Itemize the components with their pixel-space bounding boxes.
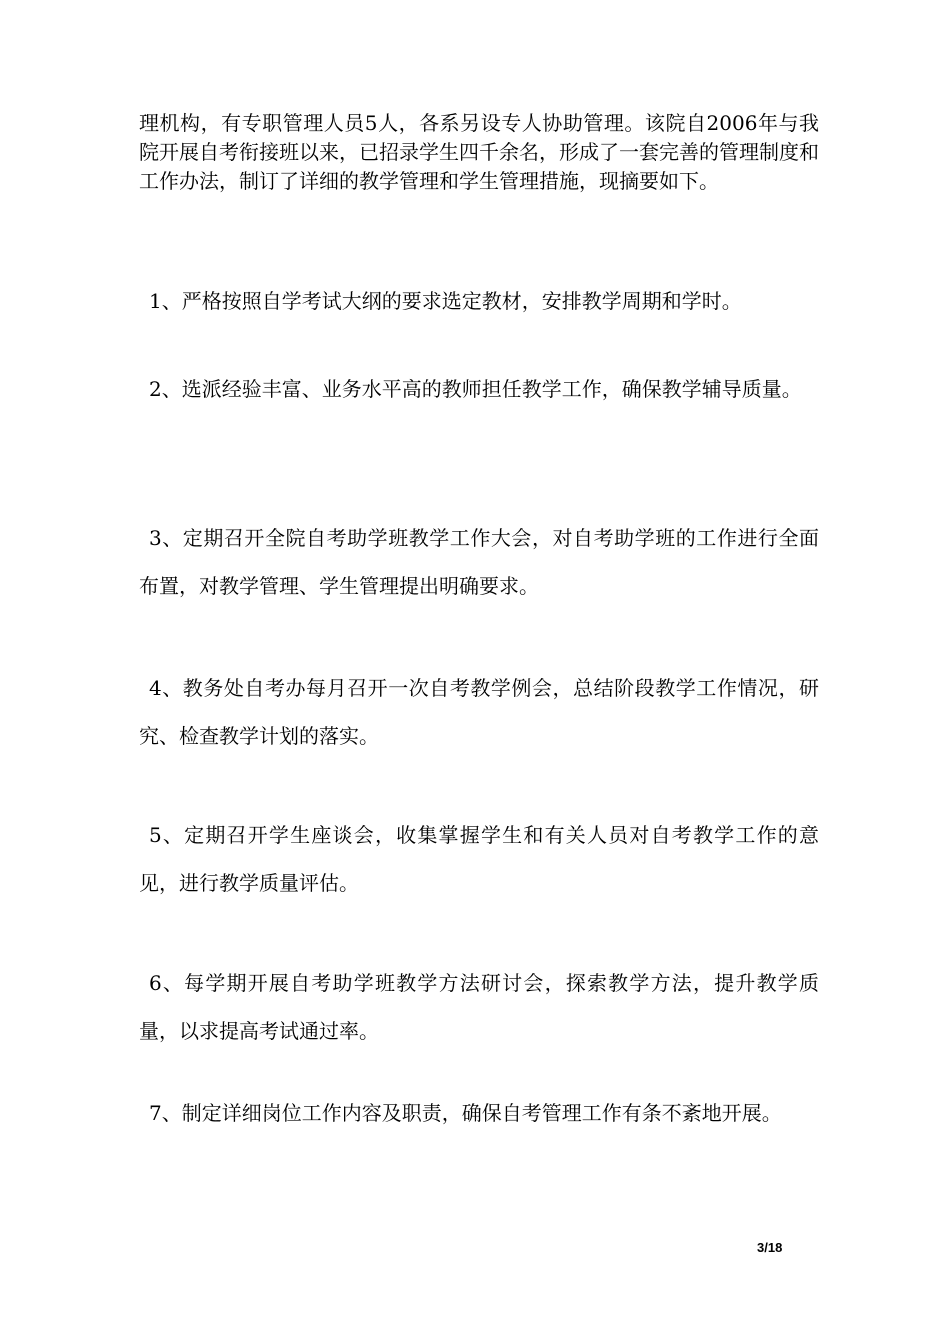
- intro-paragraph: 理机构，有专职管理人员5人，各系另设专人协助管理。该院自2006年与我院开展自考衔接班以来，已招录学生四千余名，形成了一套完善的管理制度和工作办法，制订了详细的教学管理和学生管理措施，现摘要如下。: [139, 111, 819, 193]
- list-item: 3、定期召开全院自考助学班教学工作大会，对自考助学班的工作进行全面布置，对教学管理、学生管理提出明确要求。: [139, 526, 819, 598]
- list-item: 2、选派经验丰富、业务水平高的教师担任教学工作，确保教学辅导质量。: [149, 377, 802, 401]
- list-item: 4、教务处自考办每月召开一次自考教学例会，总结阶段教学工作情况，研究、检查教学计划的落实。: [139, 676, 819, 748]
- list-item: 7、制定详细岗位工作内容及职责，确保自考管理工作有条不紊地开展。: [149, 1101, 782, 1125]
- page-number: 3/18: [757, 1240, 783, 1255]
- list-item: 6、每学期开展自考助学班教学方法研讨会，探索教学方法，提升教学质量，以求提高考试通过率。: [139, 971, 819, 1043]
- list-item: 1、严格按照自学考试大纲的要求选定教材，安排教学周期和学时。: [149, 289, 742, 313]
- list-item: 5、定期召开学生座谈会，收集掌握学生和有关人员对自考教学工作的意见，进行教学质量评估。: [139, 823, 819, 895]
